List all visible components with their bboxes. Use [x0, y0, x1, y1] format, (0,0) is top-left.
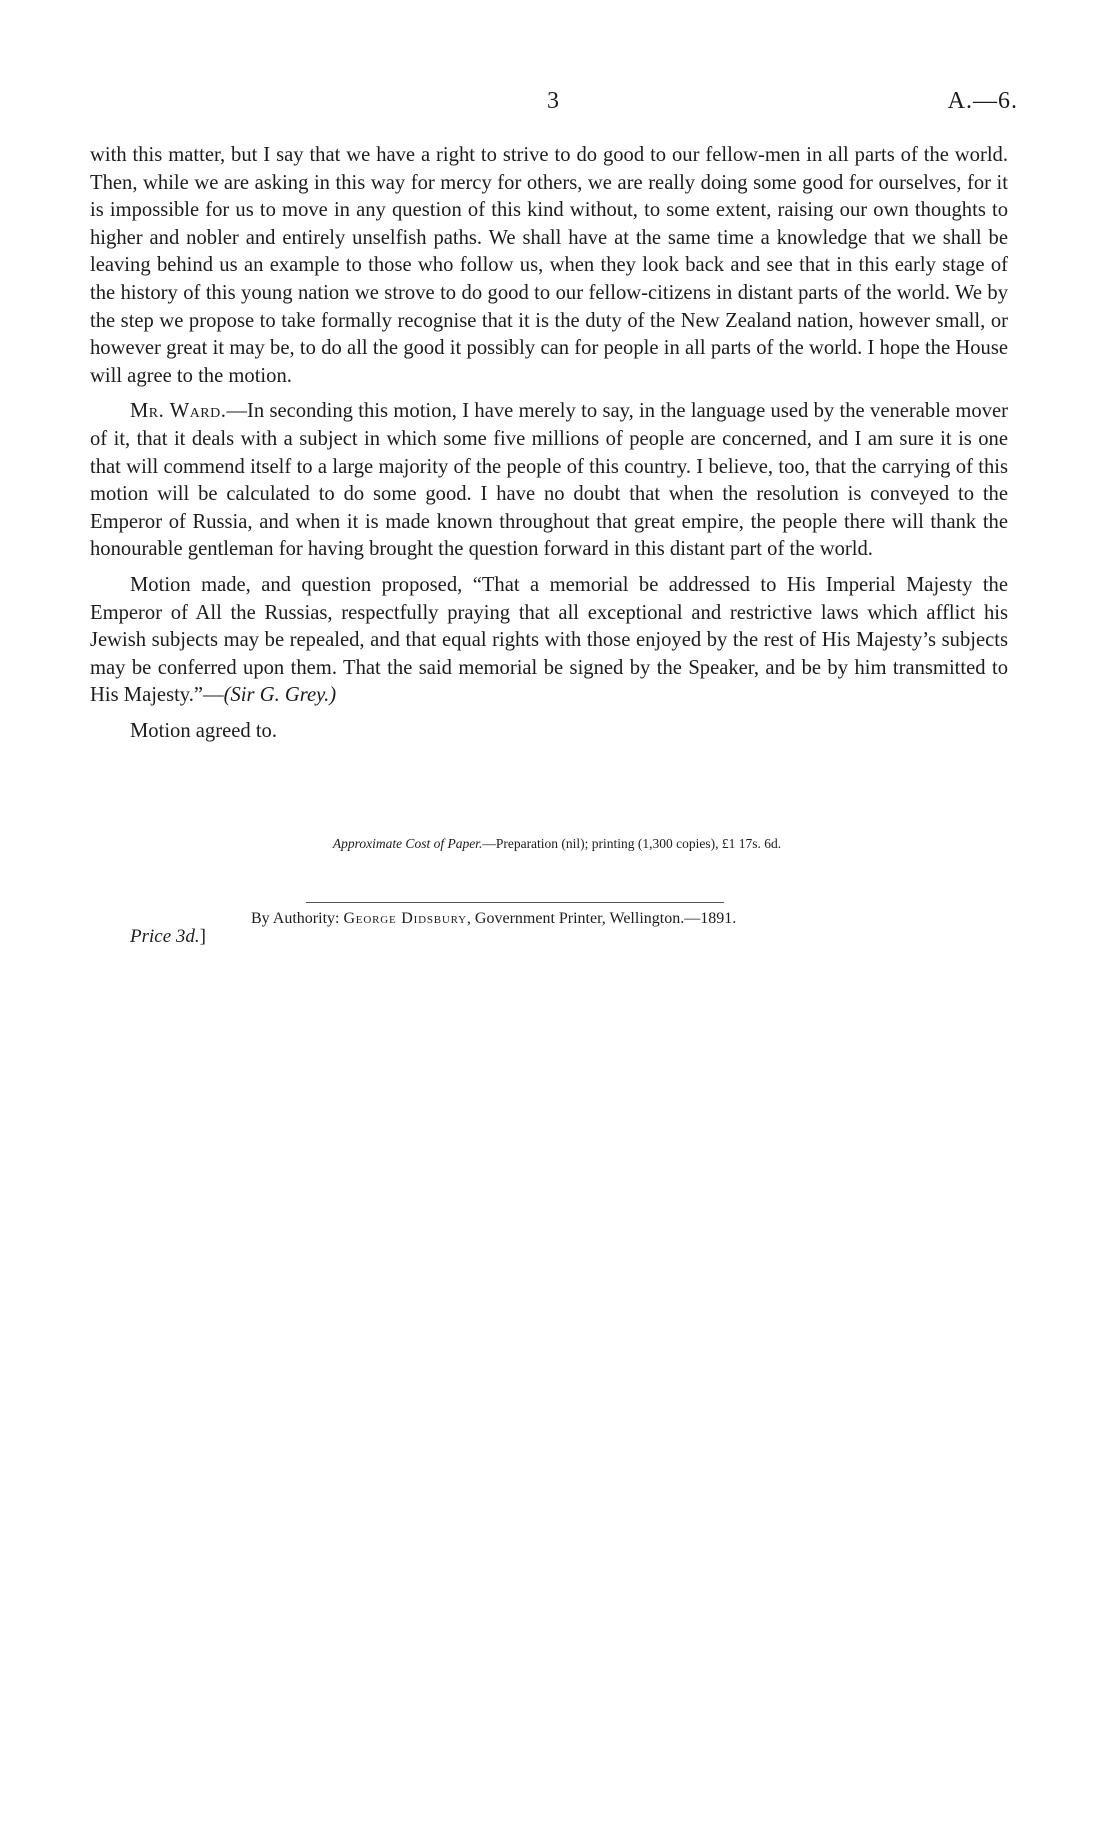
speaker-name: Mr. Ward. — [130, 400, 227, 423]
price-bracket: ] — [199, 926, 206, 947]
price-text: Price 3d. — [130, 926, 200, 947]
printer-imprint — [251, 910, 736, 928]
divider-rule — [306, 902, 724, 903]
paragraph-ward-speech — [90, 398, 1008, 564]
printer-name: George Didsbury — [343, 910, 467, 927]
motion-attribution: (Sir G. Grey.) — [223, 684, 337, 707]
price-label — [130, 926, 206, 948]
page-number: 3 — [547, 88, 559, 114]
cost-label: Approximate Cost of Paper. — [332, 836, 483, 851]
page-header — [0, 88, 1114, 128]
cost-text: —Preparation (nil); printing (1,300 copies), £1 17s. 6d. — [482, 836, 782, 851]
paper-reference: A.—6. — [947, 88, 1018, 114]
body-text — [90, 142, 1008, 753]
imprint-suffix: , Government Printer, Wellington.—1891. — [466, 910, 737, 927]
motion-text: Motion made, and question proposed, “That a memorial be addressed to His Imperial Majesty the Emperor of All the Russias, respectfully praying that all exceptional and restrictive laws which afflict his Jewish subjects may be repealed, and that equal rights with those enjoyed by the rest of His Majesty’s subjects may be conferred upon them. That the said memorial be signed by the Speaker, and be by him transmitted to His Majesty.”— — [90, 573, 1008, 707]
paragraph-motion — [90, 572, 1008, 710]
paragraph-continuation: with this matter, but I say that we have a right to strive to do good to our fellow-men in all parts of the world. Then, while we are asking in this way for mercy for others, we are really doing some good for ourselves, for it is impossible for us to move in any question of this kind without, to some extent, raising our own thoughts to higher and nobler and entirely unselfish paths. We shall have at the same time a knowledge that we shall be leaving behind us an example to those who follow us, when they look back and see that in this early stage of the history of this young nation we strove to do good to our fellow-citizens in distant parts of the world. We by the step we propose to take formally recognise that it is the duty of the New Zealand nation, however small, or however great it may be, to do all the good it possibly can for people in all parts of the world. I hope the House will agree to the motion. — [90, 144, 1008, 387]
imprint-prefix: By Authority: — [251, 910, 344, 927]
speech-text: —In seconding this motion, I have merely to say, in the language used by the venerable mover of it, that it deals with a subject in which some five millions of people are concerned, and I am sure it is one that will commend itself to a large majority of the people of this country. I believe, too, that the carrying of this motion will be calculated to do some good. I have no doubt that when the resolution is conveyed to the Emperor of Russia, and when it is made known throughout that great empire, the people there will thank the honourable gentleman for having brought the question forward in this distant part of the world. — [90, 400, 1008, 561]
cost-note — [0, 836, 1114, 852]
paragraph-motion-agreed: Motion agreed to. — [130, 719, 277, 742]
